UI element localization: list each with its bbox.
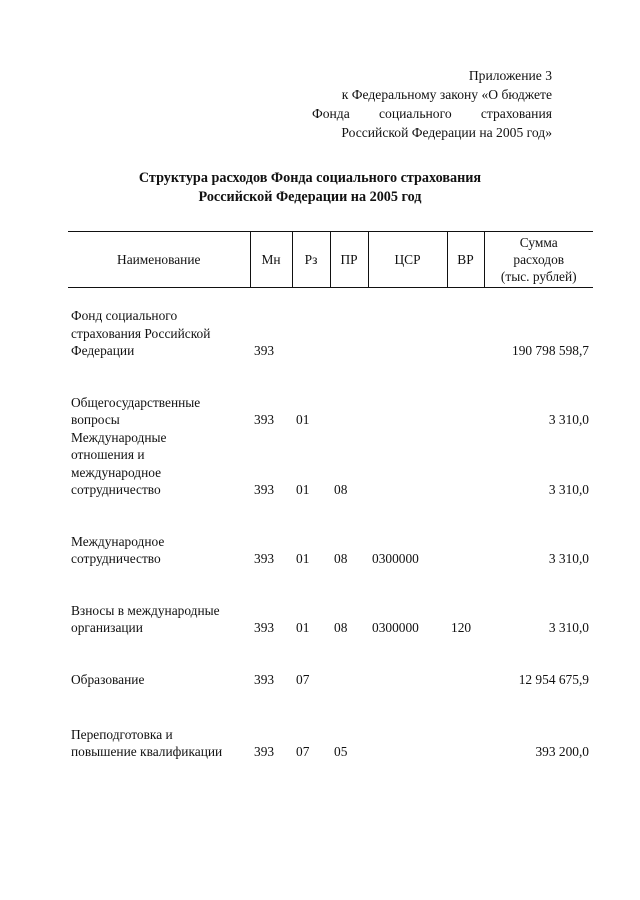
document-title bbox=[60, 169, 560, 207]
table-row bbox=[68, 360, 593, 429]
row-name-line: Фонд социального bbox=[71, 308, 178, 323]
row-mn: 393 bbox=[254, 672, 275, 687]
row-name-line: отношения и bbox=[71, 447, 145, 462]
row-rz: 01 bbox=[296, 412, 310, 427]
row-rz: 07 bbox=[296, 744, 310, 759]
row-name-line: организации bbox=[71, 620, 143, 635]
appendix-line: к Федеральному закону «О бюджете bbox=[341, 87, 552, 102]
row-name bbox=[68, 689, 250, 761]
row-name-line: международное bbox=[71, 464, 162, 480]
header-sum-line: (тыс. рублей) bbox=[500, 269, 577, 284]
header-sum bbox=[484, 232, 593, 288]
table-header-row bbox=[68, 232, 593, 288]
appendix-line: Фонда социального страхования bbox=[312, 106, 552, 121]
row-csr bbox=[368, 288, 447, 360]
row-pr: 08 bbox=[334, 620, 348, 635]
row-amount: 3 310,0 bbox=[548, 620, 589, 635]
appendix-line: Российской Федерации на 2005 год» bbox=[341, 125, 552, 140]
row-name-line: Международные bbox=[71, 429, 167, 445]
row-amount: 3 310,0 bbox=[548, 482, 589, 497]
row-rz: 01 bbox=[296, 551, 310, 566]
row-name-line: Переподготовка и bbox=[71, 726, 173, 742]
header-pr: ПР bbox=[330, 232, 368, 288]
row-name-line: страхования Российской bbox=[71, 325, 211, 341]
row-pr: 08 bbox=[334, 482, 348, 497]
header-csr: ЦСР bbox=[368, 232, 447, 288]
row-vr: 120 bbox=[451, 620, 472, 635]
appendix-note bbox=[312, 66, 552, 142]
row-name bbox=[68, 499, 250, 568]
row-mn: 393 bbox=[254, 482, 275, 497]
title-line: Российской Федерации на 2005 год bbox=[198, 189, 422, 205]
row-name-line: Взносы в международные bbox=[71, 602, 220, 618]
row-csr: 0300000 bbox=[372, 551, 419, 566]
row-amount: 3 310,0 bbox=[548, 412, 589, 427]
row-name-line: сотрудничество bbox=[71, 551, 161, 566]
row-csr bbox=[368, 429, 447, 499]
header-sum-line: расходов bbox=[513, 252, 565, 267]
header-vr: ВР bbox=[447, 232, 484, 288]
header-name: Наименование bbox=[68, 232, 250, 288]
row-mn: 393 bbox=[254, 551, 275, 566]
row-csr: 0300000 bbox=[372, 620, 419, 635]
row-amount: 3 310,0 bbox=[548, 551, 589, 566]
row-amount: 190 798 598,7 bbox=[512, 343, 589, 358]
row-rz: 01 bbox=[296, 620, 310, 635]
row-name-line: Федерации bbox=[71, 343, 135, 358]
row-csr bbox=[368, 689, 447, 761]
title-line: Структура расходов Фонда социального страхования bbox=[138, 170, 482, 186]
row-vr bbox=[447, 288, 484, 360]
header-mn: Мн bbox=[250, 232, 292, 288]
header-rz: Рз bbox=[292, 232, 330, 288]
row-pr: 08 bbox=[334, 551, 348, 566]
row-vr bbox=[447, 637, 484, 689]
row-vr bbox=[447, 429, 484, 499]
row-pr bbox=[330, 637, 368, 689]
row-mn: 393 bbox=[254, 412, 275, 427]
row-amount: 393 200,0 bbox=[535, 744, 589, 759]
row-name bbox=[68, 360, 250, 429]
row-name-line: Международное bbox=[71, 533, 165, 549]
row-pr bbox=[330, 360, 368, 429]
table-row bbox=[68, 568, 593, 637]
row-name-line: Образование bbox=[71, 672, 145, 687]
row-name bbox=[68, 429, 250, 499]
row-rz bbox=[292, 288, 330, 360]
row-csr bbox=[368, 360, 447, 429]
row-name-line: повышение квалификации bbox=[71, 744, 223, 759]
row-rz: 01 bbox=[296, 482, 310, 497]
row-vr bbox=[447, 689, 484, 761]
expenditure-table bbox=[68, 231, 593, 761]
table-row bbox=[68, 499, 593, 568]
table-row bbox=[68, 288, 593, 360]
header-sum-line: Сумма bbox=[519, 235, 558, 250]
row-name bbox=[68, 568, 250, 637]
row-mn: 393 bbox=[254, 620, 275, 635]
row-amount: 12 954 675,9 bbox=[518, 672, 589, 687]
row-rz: 07 bbox=[296, 672, 310, 687]
row-name bbox=[68, 288, 250, 360]
row-mn: 393 bbox=[254, 744, 275, 759]
row-name-line: сотрудничество bbox=[71, 482, 161, 497]
table-row bbox=[68, 689, 593, 761]
row-csr bbox=[368, 637, 447, 689]
row-mn: 393 bbox=[254, 343, 275, 358]
row-name bbox=[68, 637, 250, 689]
row-name-line: Общегосударственные bbox=[71, 394, 201, 410]
table-row bbox=[68, 429, 593, 499]
table-row bbox=[68, 637, 593, 689]
appendix-line: Приложение 3 bbox=[468, 68, 552, 83]
row-name-line: вопросы bbox=[71, 412, 120, 427]
row-pr bbox=[330, 288, 368, 360]
row-vr bbox=[447, 499, 484, 568]
row-vr bbox=[447, 360, 484, 429]
row-pr: 05 bbox=[334, 744, 348, 759]
